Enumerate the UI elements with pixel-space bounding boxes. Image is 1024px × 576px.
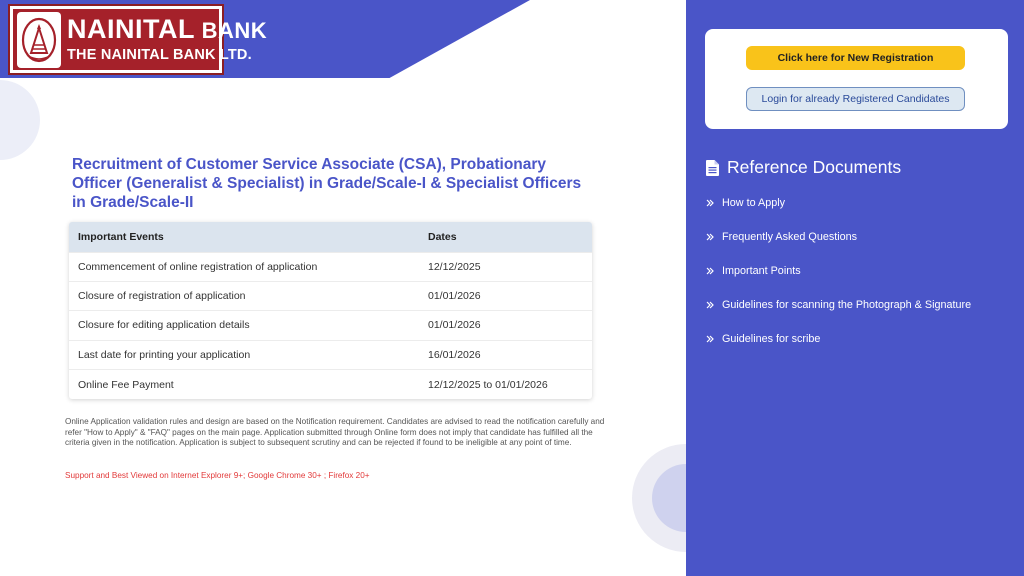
event-cell: Commencement of online registration of application xyxy=(69,252,421,281)
double-chevron-right-icon xyxy=(706,267,714,275)
reference-links-list xyxy=(706,186,971,356)
date-cell: 16/01/2026 xyxy=(421,340,592,369)
logo-wordmark-suffix: BANK xyxy=(194,18,268,44)
link-label: Guidelines for scribe xyxy=(722,333,821,345)
link-how-to-apply[interactable] xyxy=(706,186,971,220)
sidebar-panel xyxy=(686,0,1024,576)
date-cell: 01/01/2026 xyxy=(421,311,592,340)
date-cell: 12/12/2025 xyxy=(421,252,592,281)
bank-logo xyxy=(8,4,268,75)
reference-documents-heading xyxy=(706,157,901,178)
registration-card xyxy=(705,29,1008,129)
double-chevron-right-icon xyxy=(706,199,714,207)
login-button[interactable]: Login for already Registered Candidates xyxy=(746,87,965,111)
page-title: Recruitment of Customer Service Associate (CSA), Probationary Officer (Generalist & Specialist) in Grade/Scale-I & Specialist Officers in Grade/Scale-II xyxy=(72,156,582,211)
link-photo-signature-guidelines[interactable] xyxy=(706,288,971,322)
application-notice: Online Application validation rules and design are based on the Notification requirement. Candidates are advised to read the notification carefully and refer "How to Apply" & "FAQ" pages on the main page. Application submitted through Online form does not imply that candidate has fulfilled all the criteria given in the notification. Application is subject to subsequent scrutiny and can be rejected if found to be ineligible at any point of time. xyxy=(65,417,605,448)
double-chevron-right-icon xyxy=(706,335,714,343)
link-label: Frequently Asked Questions xyxy=(722,231,858,243)
browser-support-note: Support and Best Viewed on Internet Explorer 9+; Google Chrome 30+ ; Firefox 20+ xyxy=(65,471,370,480)
date-cell: 12/12/2025 to 01/01/2026 xyxy=(421,370,592,399)
new-registration-button[interactable]: Click here for New Registration xyxy=(746,46,965,70)
link-label: Guidelines for scanning the Photograph & Signature xyxy=(722,299,972,311)
link-faq[interactable] xyxy=(706,220,971,254)
reference-documents-title: Reference Documents xyxy=(727,157,902,177)
link-important-points[interactable] xyxy=(706,254,971,288)
link-label: Important Points xyxy=(722,265,801,277)
table-row xyxy=(69,311,592,340)
column-header-events: Important Events xyxy=(69,222,421,252)
event-cell: Last date for printing your application xyxy=(69,340,421,369)
logo-subtitle: THE NAINITAL BANK LTD. xyxy=(67,47,252,64)
date-cell: 01/01/2026 xyxy=(421,281,592,310)
logo-wordmark: NAINITAL xyxy=(67,14,195,45)
link-scribe-guidelines[interactable] xyxy=(706,322,971,356)
event-cell: Online Fee Payment xyxy=(69,370,421,399)
table-row xyxy=(69,340,592,369)
column-header-dates: Dates xyxy=(421,222,592,252)
table-row xyxy=(69,281,592,310)
event-cell: Closure for editing application details xyxy=(69,311,421,340)
double-chevron-right-icon xyxy=(706,301,714,309)
emblem-icon xyxy=(17,12,61,68)
table-header-row xyxy=(69,222,592,252)
table-row xyxy=(69,252,592,281)
link-label: How to Apply xyxy=(722,197,786,209)
double-chevron-right-icon xyxy=(706,233,714,241)
decorative-circle xyxy=(0,80,40,160)
document-icon xyxy=(706,160,719,176)
event-cell: Closure of registration of application xyxy=(69,281,421,310)
important-events-table xyxy=(69,222,592,399)
table-row xyxy=(69,370,592,399)
